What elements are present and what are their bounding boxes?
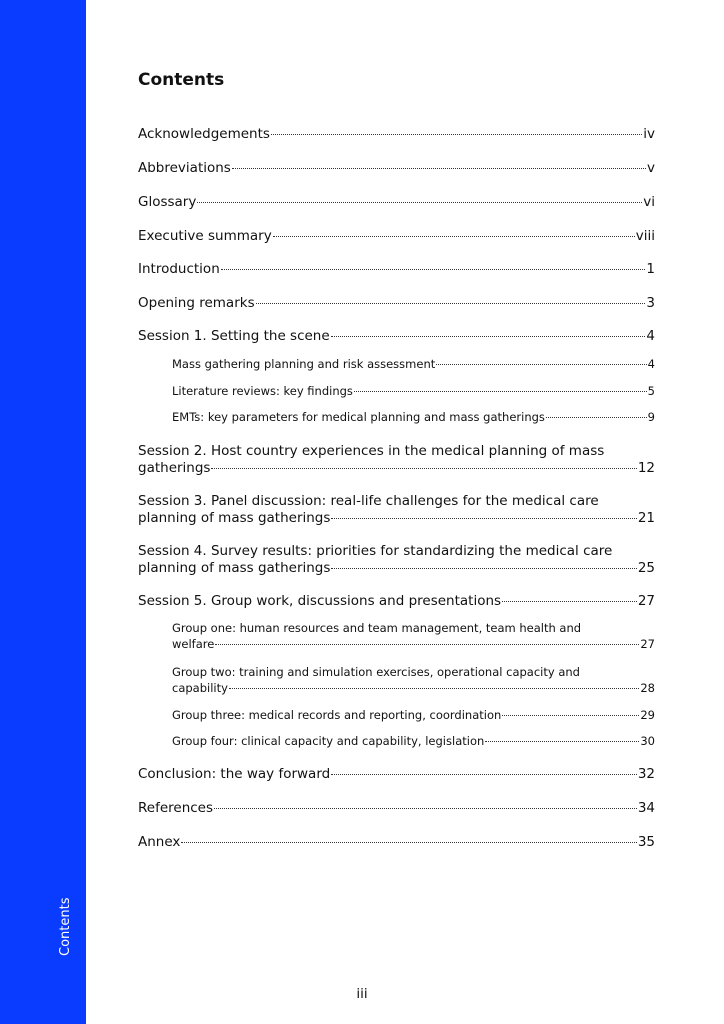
toc-entry-session-4[interactable] [138, 543, 655, 577]
leader-dots [354, 391, 647, 392]
toc-page-number: 28 [640, 681, 655, 695]
toc-page-number: 29 [640, 708, 655, 722]
leader-dots [271, 134, 642, 135]
sidebar-label: Contents [58, 897, 73, 956]
toc-entry-label-line-1: Group two: training and simulation exercises, operational capacity and [172, 665, 580, 679]
toc-entry-conclusion[interactable] [138, 766, 655, 783]
toc-entry-label-line-2: planning of mass gatherings [138, 510, 331, 526]
toc-entry-session-3[interactable] [138, 493, 655, 527]
leader-dots [485, 741, 639, 742]
toc-page-number: 35 [637, 834, 655, 850]
toc-page-number: 30 [640, 734, 655, 748]
toc-subentry-group-two[interactable] [172, 664, 655, 696]
toc-page-number: 5 [647, 384, 655, 398]
toc-entry-label: Introduction [138, 261, 220, 277]
toc-entry-session-5[interactable] [138, 593, 655, 610]
toc-entry-label-line-1: Session 2. Host country experiences in the medical planning of mass [138, 443, 605, 459]
toc-entry-label-line-2: planning of mass gatherings [138, 560, 331, 576]
toc-entry-opening-remarks[interactable] [138, 295, 655, 312]
leader-dots [273, 236, 635, 237]
toc-entry-label: Glossary [138, 194, 197, 210]
toc-entry-session-1[interactable] [138, 328, 655, 345]
toc-entry-label: Group three: medical records and reporting, coordination [172, 708, 502, 722]
toc-subentry-mass-gathering-planning[interactable] [172, 356, 655, 372]
toc-entry-label: Acknowledgements [138, 126, 270, 142]
toc-entry-annex[interactable] [138, 834, 655, 851]
toc-entry-label: Session 5. Group work, discussions and presentations [138, 593, 502, 609]
toc-page-number: 21 [637, 510, 655, 526]
toc-entry-executive-summary[interactable] [138, 228, 655, 245]
leader-dots [331, 568, 636, 569]
toc-subentry-group-four[interactable] [172, 733, 655, 749]
toc-page-number: viii [635, 228, 655, 244]
toc-entry-label: Abbreviations [138, 160, 231, 176]
toc-page-number: vi [643, 194, 655, 210]
toc-entry-label: Group four: clinical capacity and capability, legislation [172, 734, 485, 748]
toc-entry-label: References [138, 800, 214, 816]
toc-entry-label: Conclusion: the way forward [138, 766, 331, 782]
toc-entry-abbreviations[interactable] [138, 160, 655, 177]
leader-dots [215, 644, 639, 645]
leader-dots [436, 364, 646, 365]
toc-entry-introduction[interactable] [138, 261, 655, 278]
toc-entry-label: Annex [138, 834, 181, 850]
toc-subentry-group-one[interactable] [172, 620, 655, 652]
toc-page-number: 34 [637, 800, 655, 816]
toc-entry-label-line-2: capability [172, 681, 228, 695]
toc-entry-label-line-2: gatherings [138, 460, 211, 476]
toc-entry-label-line-1: Group one: human resources and team management, team health and [172, 621, 582, 635]
leader-dots [256, 303, 646, 304]
leader-dots [502, 715, 639, 716]
toc-subentry-group-three[interactable] [172, 707, 655, 723]
toc-entry-label: Session 1. Setting the scene [138, 328, 330, 344]
toc-page-number: 27 [640, 637, 655, 651]
toc-page-number: 25 [637, 560, 655, 576]
toc-entry-label-line-1: Session 3. Panel discussion: real-life challenges for the medical care [138, 493, 599, 509]
toc-entry-label-line-1: Session 4. Survey results: priorities for standardizing the medical care [138, 543, 613, 559]
toc-entry-label: Opening remarks [138, 295, 255, 311]
leader-dots [197, 202, 642, 203]
leader-dots [229, 688, 639, 689]
page-number-footer: iii [356, 986, 368, 1002]
leader-dots [331, 336, 646, 337]
leader-dots [331, 774, 637, 775]
toc-page-number: 1 [646, 261, 655, 277]
leader-dots [502, 601, 637, 602]
page-title: Contents [138, 70, 225, 90]
toc-subentry-literature-reviews[interactable] [172, 383, 655, 399]
leader-dots [211, 468, 636, 469]
toc-entry-references[interactable] [138, 800, 655, 817]
toc-page-number: 32 [637, 766, 655, 782]
leader-dots [181, 842, 636, 843]
toc-entry-acknowledgements[interactable] [138, 126, 655, 143]
toc-page-number: v [647, 160, 655, 176]
toc-entry-session-2[interactable] [138, 443, 655, 477]
toc-page-number: 27 [637, 593, 655, 609]
leader-dots [221, 269, 646, 270]
leader-dots [232, 168, 646, 169]
toc-entry-label-line-2: welfare [172, 637, 215, 651]
sidebar-band [0, 0, 86, 1024]
toc-entry-label: Literature reviews: key findings [172, 384, 353, 398]
toc-entry-label: Mass gathering planning and risk assessment [172, 357, 436, 371]
toc-page-number: 3 [646, 295, 655, 311]
toc-entry-label: Executive summary [138, 228, 272, 244]
toc-page-number: iv [643, 126, 655, 142]
leader-dots [546, 417, 647, 418]
toc-page-number: 9 [647, 410, 655, 424]
toc-entry-label: EMTs: key parameters for medical planning and mass gatherings [172, 410, 545, 424]
leader-dots [214, 808, 637, 809]
toc-page-number: 12 [637, 460, 655, 476]
toc-entry-glossary[interactable] [138, 194, 655, 211]
toc-page-number: 4 [647, 357, 655, 371]
leader-dots [331, 518, 636, 519]
toc-page-number: 4 [646, 328, 655, 344]
toc-subentry-emts[interactable] [172, 409, 655, 425]
